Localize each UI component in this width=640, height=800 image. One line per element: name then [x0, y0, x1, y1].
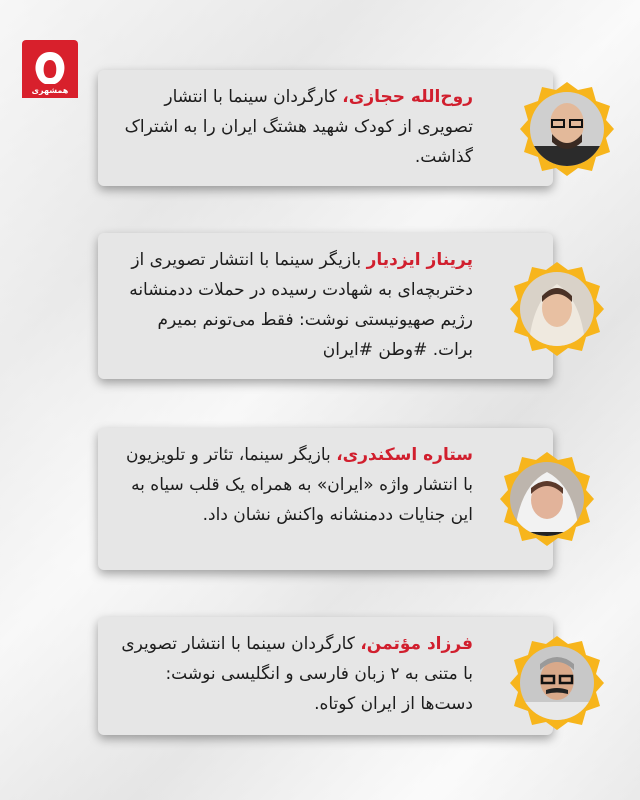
post-card-3 — [98, 428, 553, 570]
person-portrait-icon — [520, 82, 614, 176]
post-card-1 — [98, 70, 553, 186]
post-card-4 — [98, 617, 553, 735]
person-name: ستاره اسکندری، — [336, 445, 473, 465]
logo-five-glyph-icon — [28, 48, 72, 88]
post-text: کارگردان سینما با انتشار تصویری با متنی به ۲ زبان فارسی و انگلیسی نوشت: دست‌ها از ایران کوتاه. — [121, 634, 473, 714]
avatar-2 — [510, 262, 604, 356]
post-card-2 — [98, 233, 553, 379]
logo — [22, 40, 78, 110]
post-text: بازیگر سینما، تئاتر و تلویزیون با انتشار واژه «ایران» به همراه یک قلب سیاه به این جنایات ددمنشانه واکنش نشان داد. — [125, 445, 473, 525]
post-text: کارگردان سینما با انتشار تصویری از کودک شهید هشتگ ایران را به اشتراک گذاشت. — [124, 87, 473, 167]
person-portrait-icon — [500, 452, 594, 546]
person-name: پریناز ایزدیار — [366, 250, 473, 270]
person-portrait-icon — [510, 636, 604, 730]
avatar-4 — [510, 636, 604, 730]
avatar-1 — [520, 82, 614, 176]
person-name: فرزاد مؤتمن، — [360, 634, 473, 654]
logo-caption: همشهری — [22, 84, 78, 98]
post-text: بازیگر سینما با انتشار تصویری از دختربچه‌ای به شهادت رسیده در حملات ددمنشانه رژیم صهیونیستی نوشت: فقط می‌تونم بمیرم برات. #وطن #ایران — [129, 250, 473, 360]
person-portrait-icon — [510, 262, 604, 356]
avatar-3 — [500, 452, 594, 546]
person-name: روح‌الله حجازی، — [342, 87, 473, 107]
